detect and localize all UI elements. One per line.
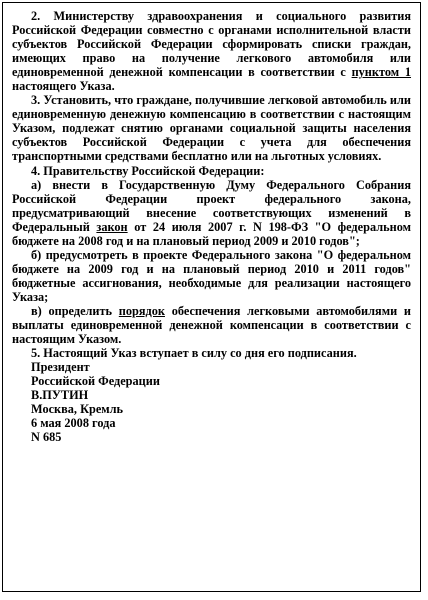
- paragraph-4c: [12, 304, 411, 346]
- signature-number: N 685: [31, 430, 62, 445]
- paragraph-4a-tail: от 24 июля 2007 г. N 198-ФЗ "О федеральном бюджете на 2008 год и на плановый период 2009 и 2010 годов";: [12, 219, 411, 248]
- signature-name: В.ПУТИН: [31, 388, 89, 403]
- document-frame: [2, 2, 421, 592]
- paragraph-4b: б) предусмотреть в проекте Федерального закона "О федеральном бюджете на 2009 год и на плановый период 2010 и 2011 годов" бюджетные ассигнования, необходимые для реализации настоящего Указа;: [12, 247, 411, 304]
- signature-block: [12, 360, 411, 444]
- signature-role: Президент: [31, 360, 90, 375]
- signature-date: 6 мая 2008 года: [31, 416, 116, 431]
- signature-place: Москва, Кремль: [31, 402, 124, 417]
- paragraph-2-tail: настоящего Указа.: [12, 79, 115, 94]
- signature-country: Российской Федерации: [31, 374, 160, 389]
- paragraph-4: 4. Правительству Российской Федерации:: [31, 163, 265, 178]
- paragraph-4c-tail: обеспечения легковыми автомобилями и выплаты единовременной денежной компенсации в соответствии с настоящим Указом.: [12, 303, 411, 347]
- paragraph-5: 5. Настоящий Указ вступает в силу со дня его подписания.: [31, 346, 357, 361]
- link-punkt-1[interactable]: пунктом 1: [351, 65, 412, 80]
- paragraph-3: 3. Установить, что граждане, получившие легковой автомобиль или единовременную денежную компенсацию в соответствии с настоящим Указом, подлежат снятию органами социальной защиты населения субъектов Российской Федерации с учета для обеспечения транспортными средствами бесплатно или на льготных условиях.: [12, 93, 411, 164]
- paragraph-4c-text: в) определить: [31, 303, 119, 318]
- paragraph-2: [12, 9, 411, 93]
- paragraph-2-text: 2. Министерству здравоохранения и социального развития Российской Федерации совместно с органами исполнительной власти субъектов Российской Федерации сформировать списки граждан, имеющих право на получение легкового автомобиля или единовременной денежной компенсации в соответствии с: [12, 9, 411, 80]
- decree-text: [12, 9, 411, 444]
- link-zakon[interactable]: закон: [96, 219, 128, 234]
- link-poryadok[interactable]: порядок: [118, 303, 165, 318]
- paragraph-4a: [12, 178, 411, 248]
- paragraph-4a-text: а) внести в Государственную Думу Федерального Собрания Российской Федерации проект федерального закона, предусматривающий внесение соответствующих изменений в Федеральный: [12, 177, 411, 234]
